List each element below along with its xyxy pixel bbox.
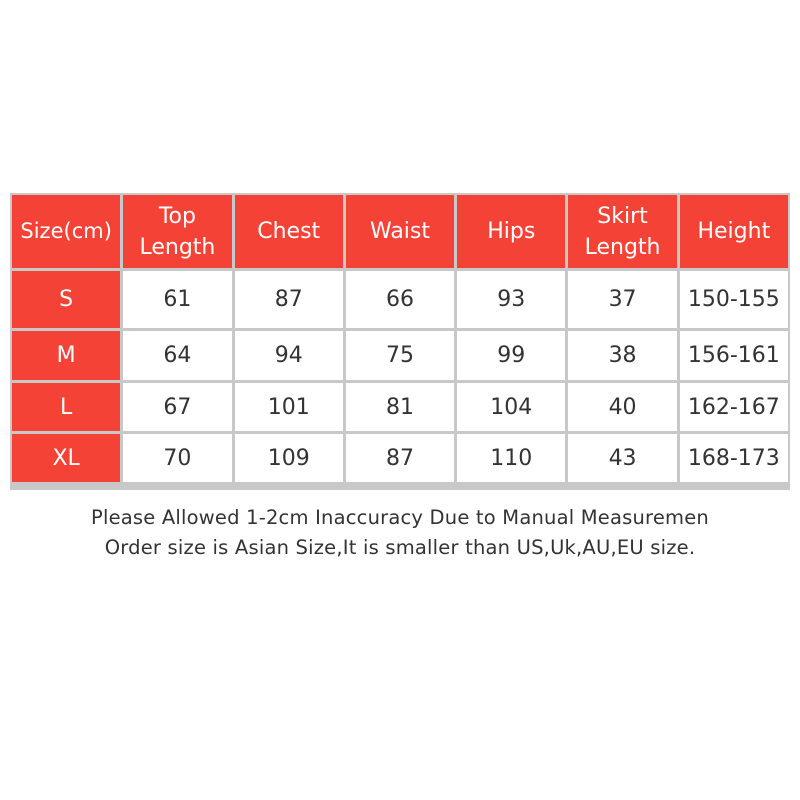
- cell-xl-chest: 109: [235, 434, 343, 482]
- cell-s-top-length: 61: [123, 271, 231, 328]
- cell-s-skirt-length: 37: [568, 271, 676, 328]
- cell-m-waist: 75: [346, 331, 454, 380]
- cell-xl-top-length: 70: [123, 434, 231, 482]
- cell-m-height: 156-161: [680, 331, 788, 380]
- header-waist: Waist: [346, 195, 454, 268]
- cell-xl-hips: 110: [457, 434, 565, 482]
- cell-m-chest: 94: [235, 331, 343, 380]
- cell-l-top-length: 67: [123, 383, 231, 431]
- note-inaccuracy: Please Allowed 1-2cm Inaccuracy Due to Manual Measuremen: [91, 506, 709, 529]
- size-table: [10, 193, 790, 490]
- cell-xl-waist: 87: [346, 434, 454, 482]
- cell-m-skirt-length: 38: [568, 331, 676, 380]
- row-label-l: L: [12, 383, 120, 431]
- row-label-s: S: [12, 271, 120, 328]
- header-hips: Hips: [457, 195, 565, 268]
- cell-l-chest: 101: [235, 383, 343, 431]
- header-skirt-length: Skirt Length: [568, 195, 676, 268]
- cell-l-waist: 81: [346, 383, 454, 431]
- cell-s-hips: 93: [457, 271, 565, 328]
- cell-s-chest: 87: [235, 271, 343, 328]
- header-height: Height: [680, 195, 788, 268]
- row-label-xl: XL: [12, 434, 120, 482]
- note-asian-size: Order size is Asian Size,It is smaller than US,Uk,AU,EU size.: [104, 536, 696, 559]
- cell-l-hips: 104: [457, 383, 565, 431]
- cell-xl-skirt-length: 43: [568, 434, 676, 482]
- cell-l-skirt-length: 40: [568, 383, 676, 431]
- cell-xl-height: 168-173: [680, 434, 788, 482]
- row-label-m: M: [12, 331, 120, 380]
- cell-m-hips: 99: [457, 331, 565, 380]
- header-top-length: Top Length: [123, 195, 231, 268]
- cell-l-height: 162-167: [680, 383, 788, 431]
- size-notes: [0, 503, 800, 563]
- cell-m-top-length: 64: [123, 331, 231, 380]
- header-chest: Chest: [235, 195, 343, 268]
- cell-s-height: 150-155: [680, 271, 788, 328]
- cell-s-waist: 66: [346, 271, 454, 328]
- header-size: Size(cm): [12, 195, 120, 268]
